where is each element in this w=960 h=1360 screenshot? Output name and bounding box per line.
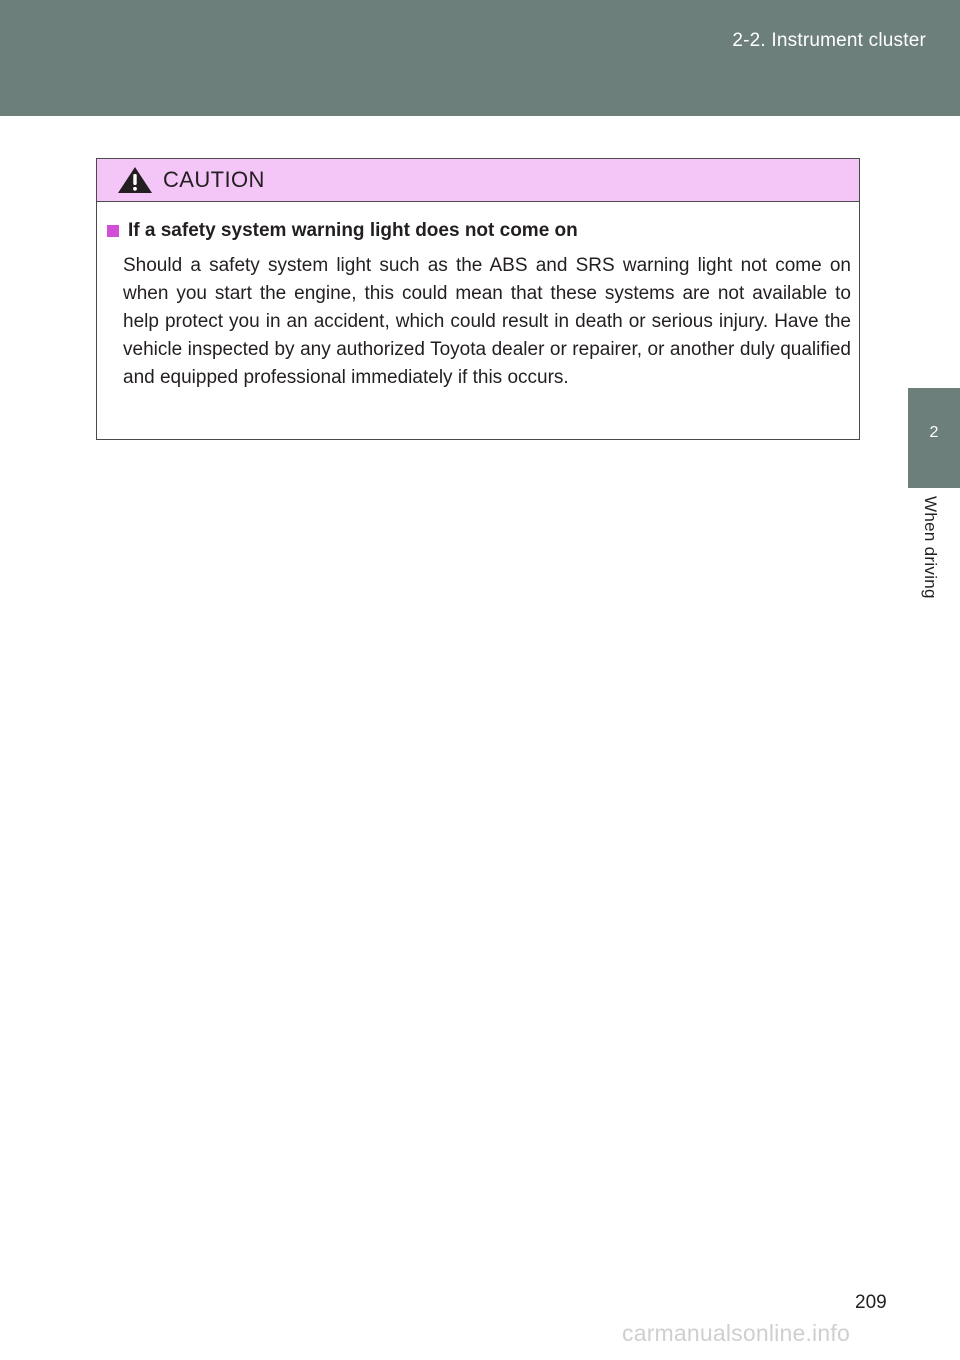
watermark: carmanualsonline.info bbox=[622, 1320, 850, 1346]
caution-item-heading-text: If a safety system warning light does not come on bbox=[128, 220, 578, 241]
caution-box bbox=[96, 158, 860, 440]
chapter-tab bbox=[908, 388, 960, 488]
chapter-number: 2 bbox=[929, 424, 939, 441]
chapter-label: When driving bbox=[921, 496, 940, 599]
caution-body bbox=[97, 202, 859, 392]
page-number: 209 bbox=[855, 1292, 887, 1313]
caution-item-heading bbox=[107, 220, 851, 242]
square-bullet-icon bbox=[107, 225, 119, 237]
warning-triangle-icon bbox=[117, 166, 153, 194]
caution-header bbox=[97, 159, 859, 202]
header-band bbox=[0, 0, 960, 116]
section-title: 2-2. Instrument cluster bbox=[732, 30, 926, 51]
caution-item-text: Should a safety system light such as the ABS and SRS warning light not come on when you start the engine, this could mean that these systems are not available to help protect you in an accident, which could result in death or serious injury. Have the vehicle inspected by any authorized Toyota dealer or repairer, or another duly qualified and equipped professional immediately if this occurs. bbox=[123, 255, 851, 388]
caution-label: CAUTION bbox=[163, 167, 265, 192]
